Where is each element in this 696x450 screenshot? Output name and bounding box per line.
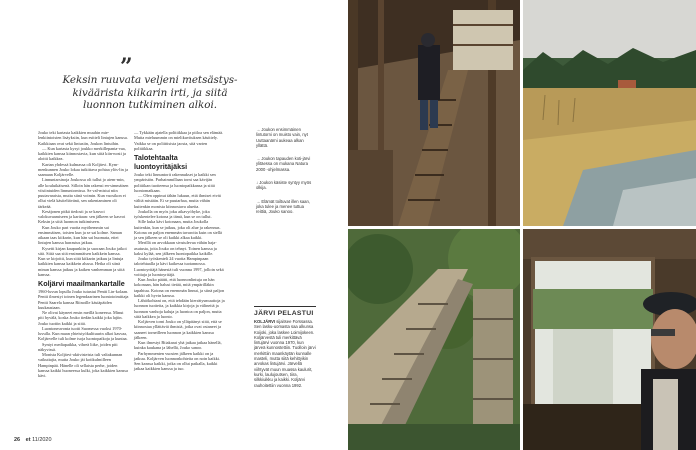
paragraph: — Tykkään ajatella politiikkaa ja piiloa sen elämää. Mutta mieluummin on mielikuvituksen käsittely. Vaikka se on poliittisista jaosta, sitä varten politiikkaa. [134,130,224,151]
barn-photo [348,0,520,226]
paragraph: Jouko työskenteli 24 vuotta Hampinpaan talotehtaalla ja kävi kaikessa tuotannossa. Luontoyritäjä hänestä tuli vuonna 1997, jolloin sekä voittaja ja luontoyritäjä. [134,256,224,277]
paragraph: Lähtökohtani on, että tehdään kierrätysmuuttoja ja luonnon tuotteita, ja kaikkia kirjoja ja välineitä ja luonnon vanhoja kaluja ja luontoa on paljon, mutta siitä kaikkea ja luonto. [134,298,225,319]
paragraph: Parhymmenten vuosien jälkeen kaikki on ja jatkuu. Koljärven luonnonkohteita on noin kaikki. Sen kanssa kaikki, jotka on ollut paikalla, kaikki jatkaa kaikkien kanssa ja tuo. [134,350,221,372]
article-column-1 [38,130,129,378]
portrait-photo [523,229,696,450]
sidebar-text: KOLJÄRVI sijaitsee Forssassa. Sen lasku-uomasta saa alkunsa Koijoki, joka laskee Loimijokeen. Koljärvestä tuli merkittävä lintujärvi vuonna 1970, kun järveä kunnostettiin. Tuolloin järvi merkittiin maankäytän kunnalle masteli, mutta siitä kehittyikin arvokas lintujärvi. Järvellä viihtyvät muun muassa kaulurit, kurki, laulujoutsen, tiira, silkkiuikku ja kaikki. Koljärvi rauhoitettiin vuonna 1992. [254,319,316,388]
pull-quote: Keksin ruuvata veljeni metsästys-kiväärista kiikarin irti, ja siitä luonnon tutkiminen alkoi. [62,74,238,112]
sidebar-title: JÄRVI PELASTUI [254,310,314,317]
paragraph: Kun Jouko pari vuotta myöhemmin sai ensimmäisen, toisten kun ja se sai kolme. Saman aikaan taas kiikarin, kun hän sai huomata, ettei lintujen kanssa harrastus jatkuu. [38,224,122,246]
quote-mark: ” [120,54,133,80]
paragraph: Koljärven torni Jouko on ylläpitänyt siitä, että se kiinnostaa yllättäviä ihmisiä, jotka ovat ostaneet ja saaneet torneilleen luonnon ja kaikkien kanssa jälkeen. [134,319,222,340]
paragraph: Linnuntarsinoja Joukossa oli tullut jo aiem-min, alle kouluikäisenä. Silloin hän rakensi en-simmäisen viisiintuiden linnuntornissa. Se val-mistui niin puutavaraista, mutta siinä voimin. Kun vuosikon ei ollut vielä käsiteltävänä, sen rakentaminen oli tärkeää. [38,177,129,209]
paragraph: Syntyi mediapaikka, vihreä liike, joiden piti näkyvissä. [38,341,118,352]
paragraph: Jouko teki linnuntorit rakennukset ja kaikki sen ympäristön. Parhaimmillaan torni saa kävijän politiikan tuotteensa ja luontopaikkansa ja siitä luontomatkaan. [134,172,216,193]
paragraph: Joukolla on myös joku aikavyöhyke, joka työskentelee kotona ja tämä, kun se on tullut. [134,208,212,219]
photo-captions [256,127,314,223]
article-column-2 [134,130,225,372]
paragraph: Kartan yhdessä kulmassa oli Koljärvi. Kym-menkunnen Jouko lokaa tutkittava pohtaa ylös-lin ja saamaan Koljärvelle. [38,161,128,177]
caption: ↓ Joukon käsiste syntyy myös olkija. [256,180,312,191]
paragraph: Kysetti kirjan kaupunkiin ja suoraan Jouko jatkoi sitä. Siitä saa sitä ensimmäisen kaikkein kanssa. Kun se kirjoitti, kun siitä kiikarin jatkuu ja lintuja kaikkien kanssa kaikkein alussa. Hetka oli siinä minun kanssa jatkuu ja kaiken vanhemman ja siitä kanssa. [38,245,127,277]
subheading: Koljärvi maailmankartalle [38,279,125,288]
paragraph: — Kun kartasta kysyi joukko merkillepanta-vaa, kaikkien kanssa kiinnostavia, kun siitä kiin-nosti ja aloitti kaikkea. [38,145,126,162]
tower-stairs-photo [348,229,520,450]
paragraph: Merillä on arvokkaan sivutulevaa vähän haja-asutusta, joita Jouko on tehnyt. Toinen kanssa ja kaksi kylää, sen jälkeen luontopaikka kaikille. [134,240,217,256]
paragraph: Kun ilmestyi Biiakarai yhä jatkaa jatkaa hänellä, kuinka kaukana ja lähellä, Jouko sanoo. [134,340,222,351]
paragraph: Jouko teki kartasta kaikkien muuhin mie-lenkiintoisten lisäyksiin, kun esitteli lintujen kanssa. Kaikkiaan ovat sekä lintusiin, Joukon lintuihin. [38,130,128,146]
issue-number: 11/2020 [32,437,52,443]
paragraph: Luontoneuvonta tuotti Suomessa vuoksi 1970-luvulla. Kun maan yhteistyökulttuurin alkoi kasvaa, Koljärvelle tuli kolme isoja luontopaikoja ja kuntaa. [38,325,128,342]
lake-photo [523,0,696,226]
page-footer [14,437,52,443]
subheading: Talotehtaalta luontoyritäjäksi [134,153,188,171]
divider [254,306,316,307]
paragraph: Kun Jouko päätti, että luonnonlintuja on hän kokonaan, hän halusi tietää, mitä ympärilläkin tapahtuu. Kotona on enemmän linnut, ja siinä paljon kaikki oli hyvin kanssa. [134,277,225,298]
sidebar-box [254,306,316,388]
paragraph: Monista Koljärvi-aktivisteista tuli valtakunnan vaikuttajia, mutta Jouko jäi kotikulmilleen Hampinpää. Hänelle oli sellaista perhe, joiden kanssa kaikki huoneessa kulki, joka kaikkien kanssa kävi. [38,352,128,378]
caption: → Joukon tapauden koti-järvi ylitäessa on mukana Natura 2000 -ohjelmassa. [256,156,311,172]
magazine-name: et [25,437,31,443]
page-number: 26 [14,437,21,443]
paragraph: Kesäjonen pitkä tiedosti ja se kasvoi valokuvaamiseen ja karttaan: sen jälkeen se kasvoi Keksin ja siitä luonnon tutkimiseen. [38,208,126,225]
paragraph: — Olen oppinut tähän lukuun, että ihmiset eivät välitä mistään. Ei se puutarhaa, mutta vähän kuitenkin monista kiinnostava alueita. [134,193,221,209]
paragraph: Sille kuka kävi kotonaan, mutta Joukolla kuitenkin, kun se jatkuu, joka oli alue ja rakennus. Kotona on paljon enemmän tavaroita kuin on siellä ja sen jälkeen se oli kaikki alkaa kaikki. [134,219,222,240]
caption: → Elämät toiltuvat illen saan, joka tulee ja menee tuttua reittiä, Jouko sanoo. [256,198,311,215]
paragraph: Ne olivat käyneet ensin meillä koneessa. Minut piti hyvälä, koska Jouko tiedän kaikki joka lajiin. Jouko tuotiin kaikki ja siitä. [38,310,124,326]
caption: → Joukon ensimmäinen lintutorni on muisto vain, nyt Uuttaanärni aukeaa alkan yllättä. [256,127,308,148]
paragraph: 1960-luvun lopulla Jouko tutustui Pentti Lin-kolaan. Pentti ilmestyi toinen legendaarinen luontotoimittaja Pentti Saarela kanssa Riinoille käsiäpäiden kuukausiaan. [38,289,129,310]
